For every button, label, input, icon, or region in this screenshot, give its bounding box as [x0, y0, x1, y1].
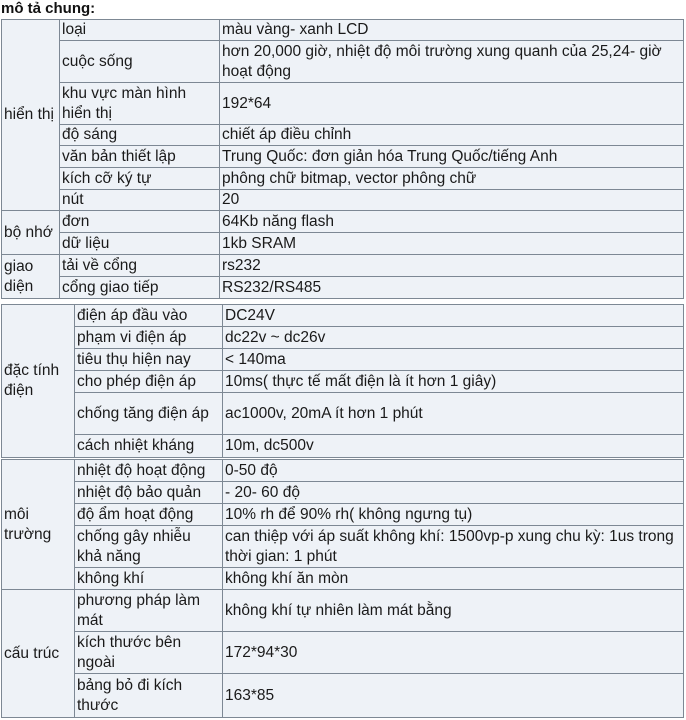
spec-value: dc22v ~ dc26v — [223, 327, 684, 349]
spec-label: điện áp đầu vào — [75, 305, 223, 327]
spec-value: 192*64 — [220, 83, 684, 125]
spec-label: tiêu thụ hiện nay — [75, 349, 223, 371]
group-label-interface: giao diện — [2, 255, 60, 299]
spec-label: cho phép điện áp — [75, 371, 223, 393]
spec-label: dữ liệu — [60, 233, 220, 255]
spec-table-electrical — [1, 304, 684, 458]
spec-label: bảng bỏ đi kích thước — [75, 674, 223, 718]
spec-value: 0-50 độ — [223, 460, 684, 482]
spec-value: 10ms( thực tế mất điện là ít hơn 1 giây) — [223, 371, 684, 393]
spec-value: - 20- 60 độ — [223, 482, 684, 504]
spec-label: chống gây nhiễu khả năng — [75, 526, 223, 568]
spec-table-structure — [1, 589, 684, 718]
spec-label: kích thước bên ngoài — [75, 632, 223, 674]
spec-value: 163*85 — [223, 674, 684, 718]
spec-value: 64Kb năng flash — [220, 211, 684, 233]
spec-label: khu vực màn hình hiển thị — [60, 83, 220, 125]
group-label-memory: bộ nhớ — [2, 211, 60, 255]
spec-value: không khí ăn mòn — [223, 568, 684, 590]
spec-label: không khí — [75, 568, 223, 590]
spec-label: nhiệt độ bảo quản — [75, 482, 223, 504]
spec-value: 20 — [220, 190, 684, 211]
spec-label: cuộc sống — [60, 41, 220, 83]
spec-value: ac1000v, 20mA ít hơn 1 phút — [223, 393, 684, 435]
spec-value: 10m, dc500v — [223, 435, 684, 458]
spec-value: Trung Quốc: đơn giản hóa Trung Quốc/tiếng Anh — [220, 146, 684, 168]
spec-value: can thiệp với áp suất không khí: 1500vp-p xung chu kỳ: 1us trong thời gian: 1 phút — [223, 526, 684, 568]
spec-value: phông chữ bitmap, vector phông chữ — [220, 168, 684, 190]
spec-label: phương pháp làm mát — [75, 590, 223, 632]
spec-title: mô tả chung: — [1, 0, 96, 17]
spec-value: 1kb SRAM — [220, 233, 684, 255]
spec-value: rs232 — [220, 255, 684, 277]
spec-value: 10% rh để 90% rh( không ngưng tụ) — [223, 504, 684, 526]
spec-value: màu vàng- xanh LCD — [220, 20, 684, 41]
spec-label: nhiệt độ hoạt động — [75, 460, 223, 482]
group-label-structure: cấu trúc — [2, 590, 75, 718]
spec-value: DC24V — [223, 305, 684, 327]
spec-value: < 140ma — [223, 349, 684, 371]
spec-label: cổng giao tiếp — [60, 277, 220, 299]
spec-label: văn bản thiết lập — [60, 146, 220, 168]
spec-label: phạm vi điện áp — [75, 327, 223, 349]
group-label-environment: môi trường — [2, 460, 75, 590]
spec-label: chống tăng điện áp — [75, 393, 223, 435]
spec-value: chiết áp điều chỉnh — [220, 125, 684, 146]
spec-value: RS232/RS485 — [220, 277, 684, 299]
spec-value: hơn 20,000 giờ, nhiệt độ môi trường xung quanh của 25,24- giờ hoạt động — [220, 41, 684, 83]
spec-value: không khí tự nhiên làm mát bằng — [223, 590, 684, 632]
spec-label: cách nhiệt kháng — [75, 435, 223, 458]
spec-label: độ sáng — [60, 125, 220, 146]
spec-label: đơn — [60, 211, 220, 233]
spec-label: nút — [60, 190, 220, 211]
spec-table-display-memory-interface — [1, 19, 684, 299]
spec-label: kích cỡ ký tự — [60, 168, 220, 190]
spec-label: tải về cổng — [60, 255, 220, 277]
group-label-electrical: đặc tính điện — [2, 305, 75, 458]
group-label-display: hiển thị — [2, 20, 60, 211]
spec-value: 172*94*30 — [223, 632, 684, 674]
spec-label: loại — [60, 20, 220, 41]
spec-table-environment — [1, 459, 684, 590]
spec-label: độ ẩm hoạt động — [75, 504, 223, 526]
